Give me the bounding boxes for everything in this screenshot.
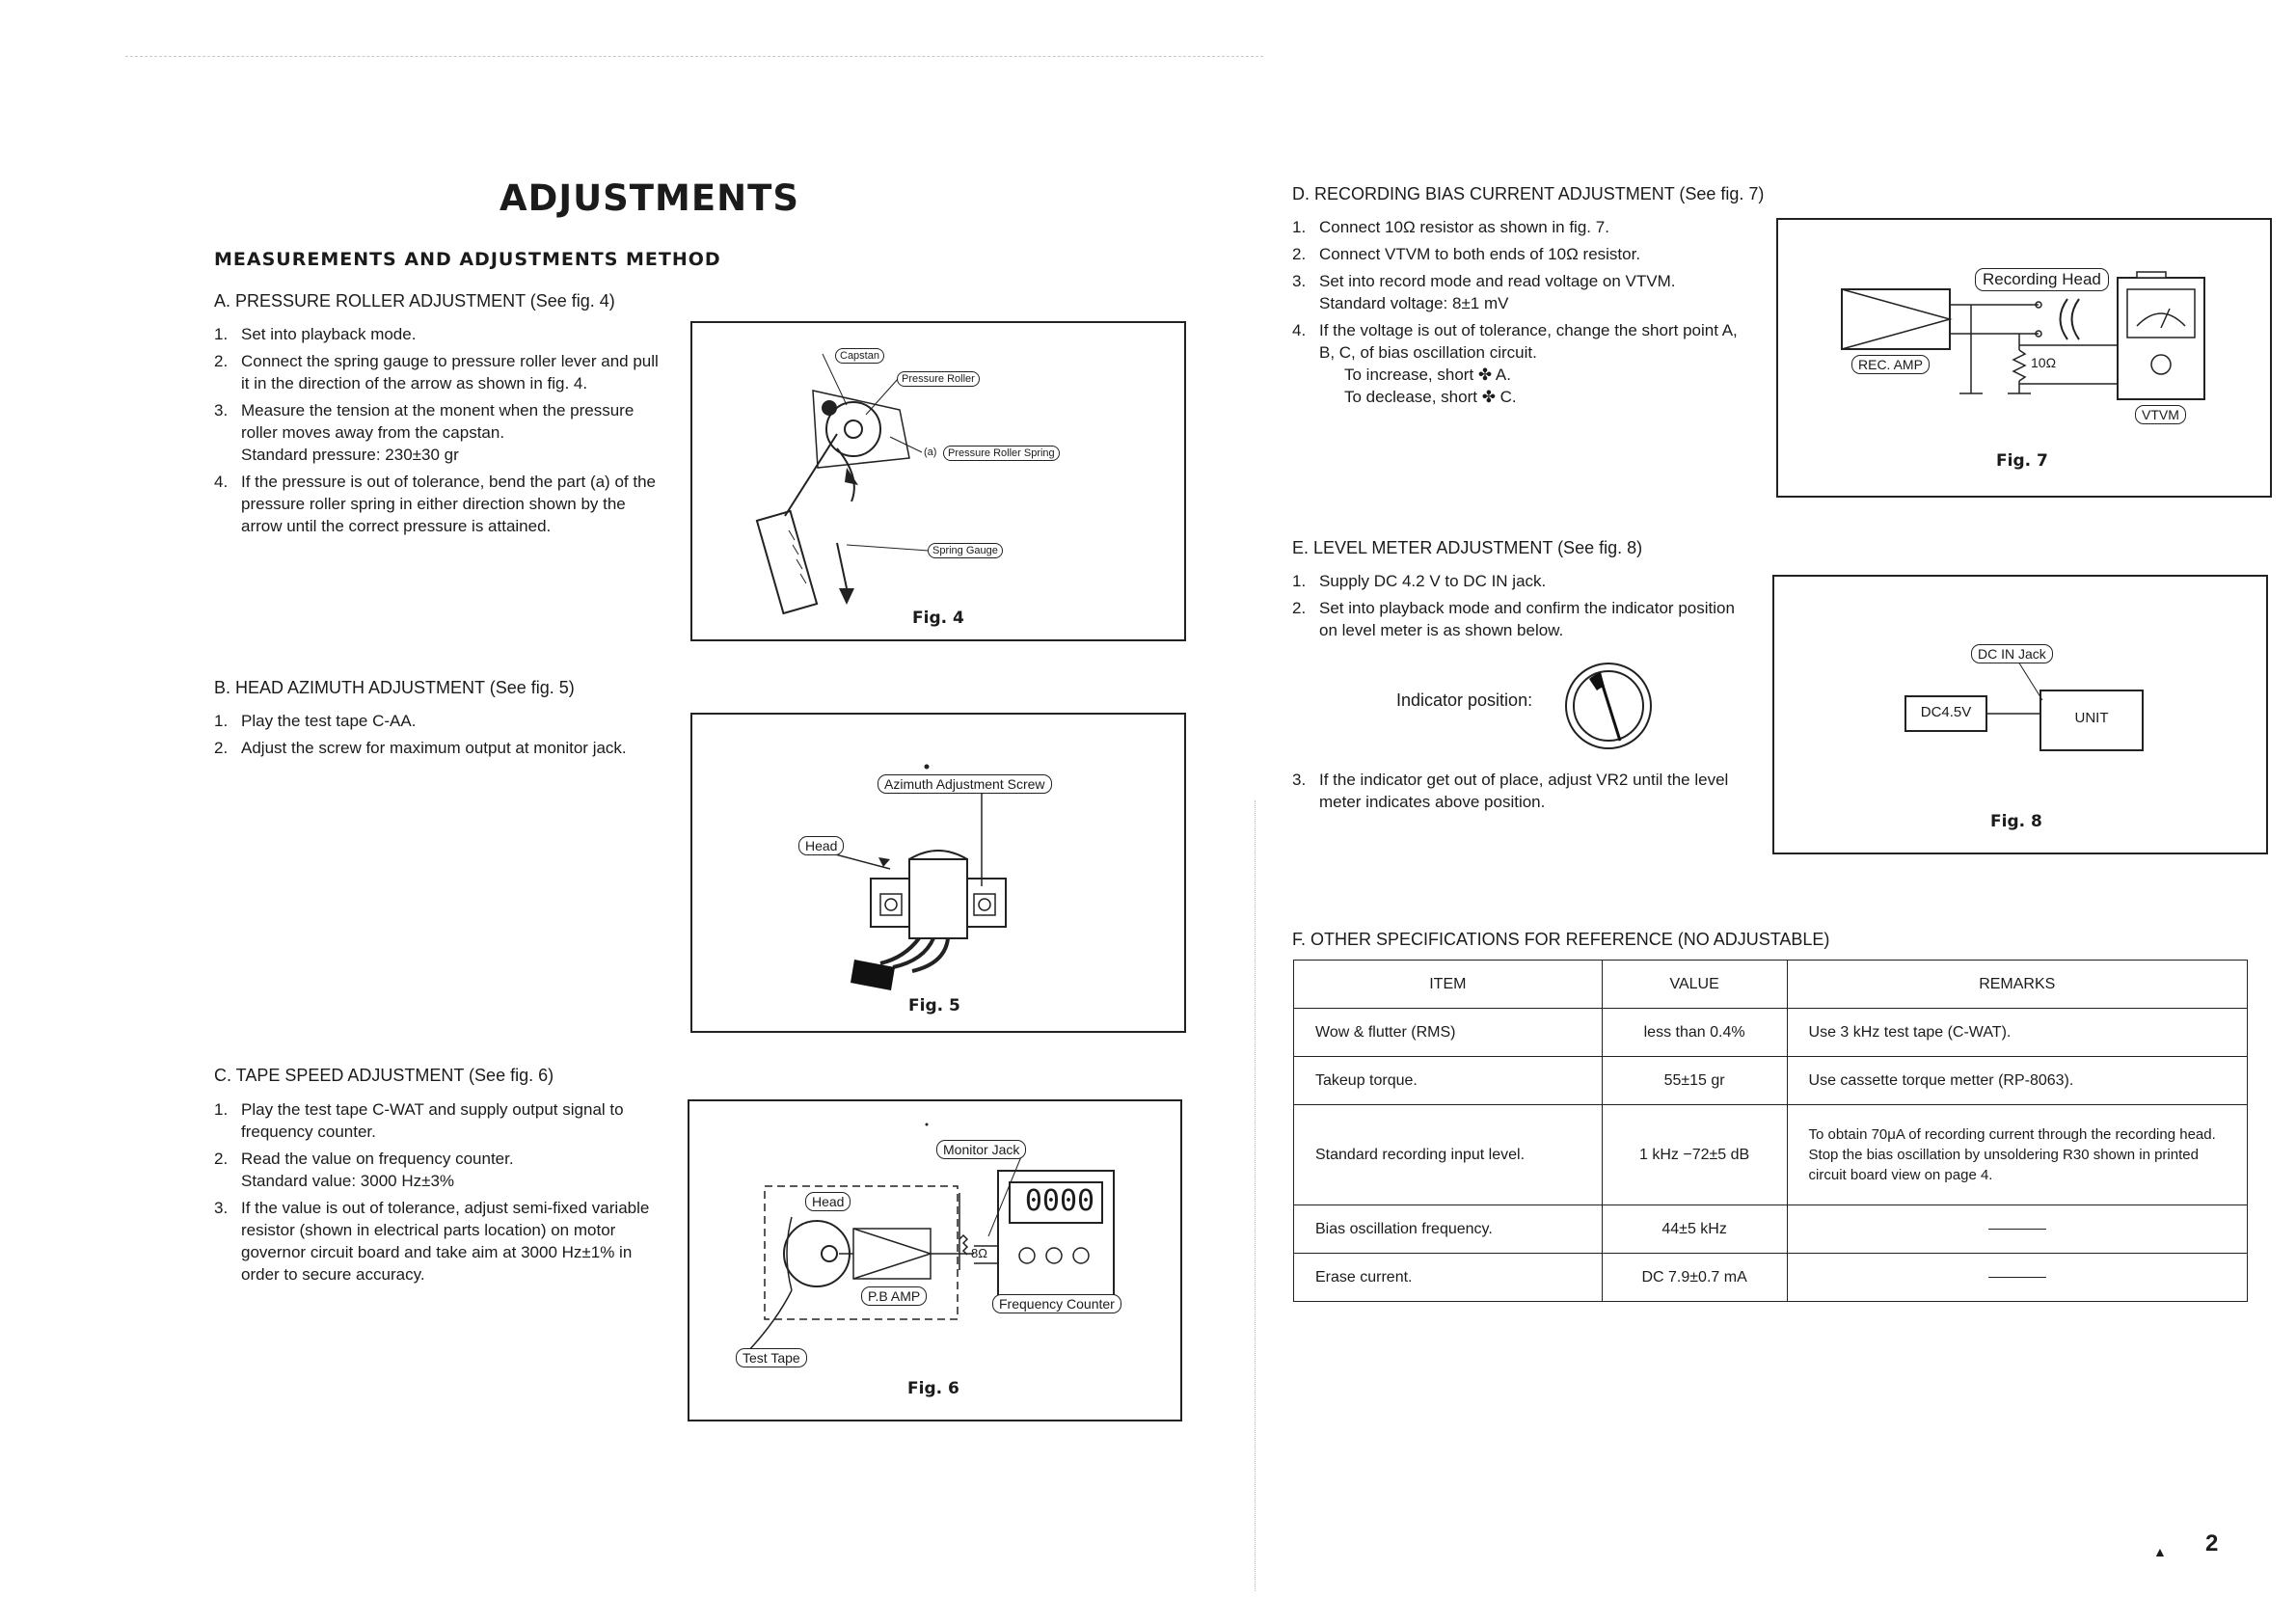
label-unit: UNIT: [2074, 710, 2109, 726]
list-item: 1. Supply DC 4.2 V to DC IN jack.: [1292, 572, 1547, 590]
section-d-heading: D. RECORDING BIAS CURRENT ADJUSTMENT (See fig. 7): [1292, 184, 1765, 203]
list-item: 3. If the value is out of tolerance, adjust semi-fixed variable resistor (shown in electrical parts location) on motor governor circuit board and take aim at 3000 Hz±1% in order to secure accuracy.: [214, 1199, 650, 1284]
page-subtitle: MEASUREMENTS AND ADJUSTMENTS METHOD: [214, 249, 721, 270]
list-item: 4. If the voltage is out of tolerance, change the short point A, B, C, of bias oscillation circuit. To increase, short ✤ A. To declease, short ✤ C.: [1292, 319, 1755, 408]
cell-remarks: To obtain 70μA of recording current through the recording head. Stop the bias oscillation by unsoldering R30 shown in printed circuit board view on page 4.: [1787, 1105, 2247, 1205]
cell-remarks: Use 3 kHz test tape (C-WAT).: [1787, 1009, 2247, 1057]
section-a-steps: [214, 323, 667, 542]
cell-item: Standard recording input level.: [1294, 1105, 1603, 1205]
list-item: 1. Play the test tape C-WAT and supply output signal to frequency counter.: [214, 1100, 624, 1141]
list-item: 1. Play the test tape C-AA.: [214, 712, 417, 730]
cell-item: Takeup torque.: [1294, 1057, 1603, 1105]
table-header-row: [1294, 961, 2248, 1009]
cell-item: Wow & flutter (RMS): [1294, 1009, 1603, 1057]
level-meter-indicator: [1560, 658, 1657, 754]
label-spring-gauge: Spring Gauge: [928, 543, 1003, 558]
dash-line: [1988, 1277, 2046, 1278]
list-item: 2. Read the value on frequency counter. Standard value: 3000 Hz±3%: [214, 1148, 663, 1192]
column-header-value: VALUE: [1602, 961, 1787, 1009]
cell-remarks: Use cassette torque metter (RP-8063).: [1787, 1057, 2247, 1105]
label-10-ohm: 10Ω: [2031, 355, 2057, 370]
spec-table: [1293, 960, 2248, 1302]
list-item: 1. Connect 10Ω resistor as shown in fig. 7.: [1292, 218, 1609, 236]
label-test-tape: Test Tape: [736, 1348, 807, 1367]
section-d-steps: [1292, 216, 1755, 413]
label-dc-voltage: DC4.5V: [1920, 704, 1972, 720]
head-azimuth-diagram: [692, 715, 1184, 1031]
column-header-item: ITEM: [1294, 961, 1603, 1009]
scan-fold-line: [1255, 800, 1256, 1591]
cell-value: 1 kHz −72±5 dB: [1602, 1105, 1787, 1205]
label-recording-head: Recording Head: [1975, 268, 2109, 291]
label-a: (a): [924, 447, 937, 458]
section-c-steps: [214, 1098, 663, 1290]
standard-voltage: Standard voltage: 8±1 mV: [1319, 294, 1509, 312]
section-e-steps-cont: [1292, 769, 1749, 818]
label-monitor-jack: Monitor Jack: [936, 1140, 1026, 1159]
cell-value: 55±15 gr: [1602, 1057, 1787, 1105]
label-head: Head: [805, 1192, 851, 1211]
label-capstan: Capstan: [835, 348, 884, 364]
standard-pressure: Standard pressure: 230±30 gr: [241, 446, 459, 464]
figure-caption: Fig. 4: [912, 609, 964, 628]
figure-caption: Fig. 5: [908, 996, 960, 1015]
label-frequency-counter: Frequency Counter: [992, 1294, 1121, 1313]
section-b-heading: B. HEAD AZIMUTH ADJUSTMENT (See fig. 5): [214, 678, 575, 697]
cell-remarks-empty: [1787, 1254, 2247, 1302]
to-increase: To increase, short ✤ A.: [1344, 365, 1511, 384]
figure-caption: Fig. 6: [907, 1379, 959, 1398]
section-e-steps: [1292, 570, 1749, 646]
label-head: Head: [798, 836, 844, 855]
column-header-remarks: REMARKS: [1787, 961, 2247, 1009]
list-item: 2. Connect the spring gauge to pressure roller lever and pull it in the direction of the arrow as shown in fig. 4.: [214, 352, 659, 392]
table-row: [1294, 1254, 2248, 1302]
label-azimuth-screw: Azimuth Adjustment Screw: [878, 774, 1052, 794]
label-pressure-roller: Pressure Roller: [897, 371, 980, 387]
section-a-heading: A. PRESSURE ROLLER ADJUSTMENT (See fig. 4): [214, 291, 615, 311]
figure-caption: Fig. 8: [1990, 812, 2042, 831]
cell-value: 44±5 kHz: [1602, 1205, 1787, 1254]
table-row: [1294, 1205, 2248, 1254]
label-rec-amp: REC. AMP: [1851, 355, 1930, 374]
section-f-heading: F. OTHER SPECIFICATIONS FOR REFERENCE (NO ADJUSTABLE): [1292, 930, 1830, 949]
dash-line: [1988, 1229, 2046, 1230]
page-number-mark: ▲: [2153, 1544, 2167, 1559]
label-8-ohm: 8Ω: [971, 1246, 987, 1260]
label-pb-amp: P.B AMP: [861, 1286, 927, 1306]
table-row: [1294, 1009, 2248, 1057]
cell-value: DC 7.9±0.7 mA: [1602, 1254, 1787, 1302]
cell-item: Bias oscillation frequency.: [1294, 1205, 1603, 1254]
page-title: ADJUSTMENTS: [500, 177, 799, 219]
table-row: [1294, 1057, 2248, 1105]
figure-7: [1776, 218, 2272, 498]
label-pressure-roller-spring: Pressure Roller Spring: [943, 446, 1060, 461]
to-decrease: To declease, short ✤ C.: [1344, 388, 1517, 406]
scan-top-line: [125, 56, 1263, 57]
page-number: 2: [2205, 1530, 2219, 1556]
figure-4: [690, 321, 1186, 641]
section-e-heading: E. LEVEL METER ADJUSTMENT (See fig. 8): [1292, 538, 1643, 557]
figure-8: [1772, 575, 2268, 854]
cell-value: less than 0.4%: [1602, 1009, 1787, 1057]
tape-speed-diagram: [689, 1101, 1180, 1420]
list-item: 2. Set into playback mode and confirm the indicator position on level meter is as shown below.: [1292, 599, 1735, 639]
list-item: 3. If the indicator get out of place, adjust VR2 until the level meter indicates above position.: [1292, 771, 1729, 811]
indicator-label: Indicator position:: [1396, 690, 1533, 710]
list-item: 4. If the pressure is out of tolerance, bend the part (a) of the pressure roller spring in either direction shown by the arrow until the correct pressure is attained.: [214, 473, 656, 535]
label-dc-in-jack: DC IN Jack: [1971, 644, 2053, 663]
figure-6: [688, 1099, 1182, 1421]
section-c-heading: C. TAPE SPEED ADJUSTMENT (See fig. 6): [214, 1066, 554, 1085]
table-row: [1294, 1105, 2248, 1205]
figure-5: [690, 713, 1186, 1033]
list-item: 3. Set into record mode and read voltage on VTVM. Standard voltage: 8±1 mV: [1292, 270, 1755, 314]
section-b-steps: [214, 710, 667, 764]
cell-remarks-empty: [1787, 1205, 2247, 1254]
list-item: 1. Set into playback mode.: [214, 325, 417, 343]
list-item: 2. Connect VTVM to both ends of 10Ω resistor.: [1292, 245, 1641, 263]
standard-value: Standard value: 3000 Hz±3%: [241, 1172, 455, 1190]
counter-display: 0000: [1024, 1184, 1095, 1218]
figure-caption: Fig. 7: [1996, 451, 2048, 471]
label-vtvm: VTVM: [2135, 405, 2186, 424]
list-item: 2. Adjust the screw for maximum output at monitor jack.: [214, 739, 627, 757]
list-item: 3. Measure the tension at the monent when the pressure roller moves away from the capstan. Standard pressure: 230±30 gr: [214, 399, 667, 466]
cell-item: Erase current.: [1294, 1254, 1603, 1302]
